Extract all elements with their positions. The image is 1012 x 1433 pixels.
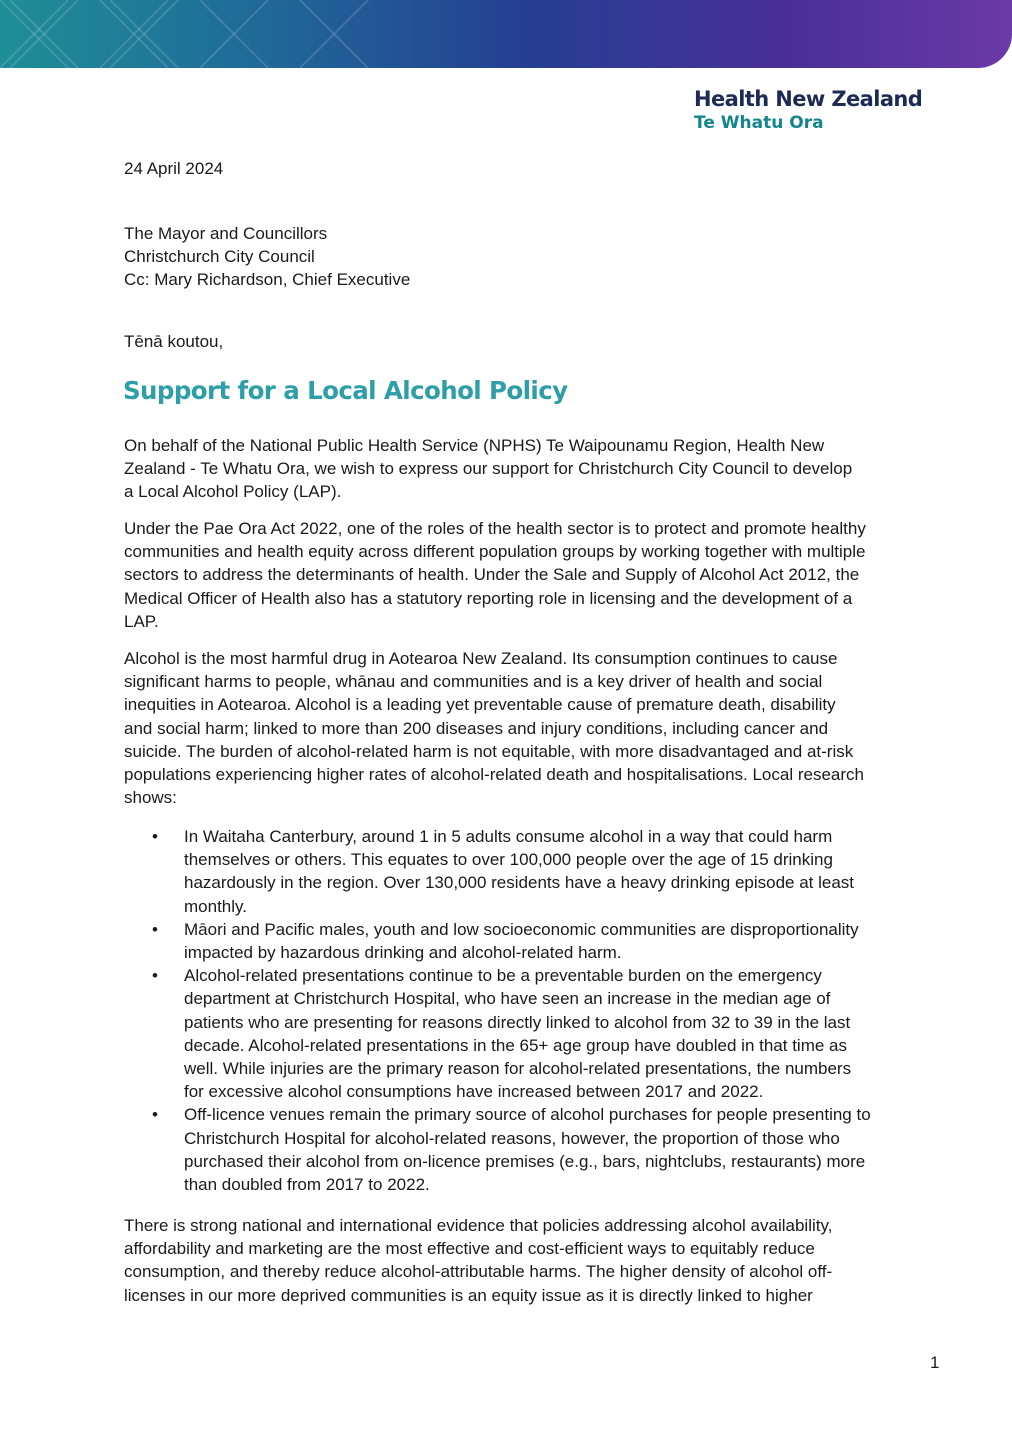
paragraph-line: Under the Pae Ora Act 2022, one of the roles of the health sector is to protect and promote healthy — [124, 519, 866, 538]
letter-title: Support for a Local Alcohol Policy — [123, 376, 568, 405]
list-item-line: hazardously in the region. Over 130,000 residents have a heavy drinking episode at least — [184, 873, 855, 893]
paragraph-line: suicide. The burden of alcohol-related harm is not equitable, with more disadvantaged and at-risk — [124, 741, 854, 761]
list-item-line: Alcohol-related presentations continue to be a preventable burden on the emergency — [184, 966, 822, 986]
paragraph-line: inequities in Aotearoa. Alcohol is a leading yet preventable cause of premature death, disability — [124, 695, 836, 715]
list-item-line: purchased their alcohol from on-licence premises (e.g., bars, nightclubs, restaurants) more — [184, 1151, 866, 1171]
paragraph-line: There is strong national and international evidence that policies addressing alcohol availability, — [124, 1216, 833, 1235]
list-item-line: patients who are presenting for reasons directly linked to alcohol from 32 to 39 in the last — [184, 1012, 851, 1032]
recipient-line: Cc: Mary Richardson, Chief Executive — [124, 270, 411, 290]
health-nz-logo — [694, 86, 954, 134]
bullet-icon: • — [152, 919, 158, 939]
paragraph-line: shows: — [124, 788, 177, 808]
logo-maori-name: Te Whatu Ora — [694, 113, 824, 133]
list-item — [124, 825, 944, 918]
paragraph-line: affordability and marketing are the most effective and cost-efficient ways to equitably reduce — [124, 1239, 815, 1259]
paragraph-line: Alcohol is the most harmful drug in Aotearoa New Zealand. Its consumption continues to cause — [124, 649, 838, 668]
list-item — [124, 918, 944, 964]
header-banner — [0, 0, 1012, 68]
recipient-line: Christchurch City Council — [124, 247, 315, 267]
list-item-line: themselves or others. This equates to over 100,000 people over the age of 15 drinking — [184, 850, 833, 870]
list-item-line: In Waitaha Canterbury, around 1 in 5 adults consume alcohol in a way that could harm — [184, 827, 833, 846]
paragraph-1 — [124, 434, 944, 504]
paragraph-3 — [124, 647, 944, 809]
list-item-line: monthly. — [184, 896, 247, 916]
page-number: 1 — [930, 1353, 940, 1372]
paragraph-line: and social harm; linked to more than 200 diseases and injury conditions, including cancer and — [124, 718, 829, 738]
list-item-line: Christchurch Hospital for alcohol-related reasons, however, the proportion of those who — [184, 1128, 840, 1148]
bullet-icon: • — [152, 827, 158, 846]
list-item-line: than doubled from 2017 to 2022. — [184, 1175, 430, 1195]
list-item-line: Māori and Pacific males, youth and low socioeconomic communities are disproportionality — [184, 919, 859, 939]
research-findings-list — [124, 825, 944, 1196]
paragraph-line: communities and health equity across different population groups by working together with multiple — [124, 542, 866, 562]
list-item — [124, 1103, 944, 1196]
bullet-icon: • — [152, 966, 158, 986]
list-item-line: well. While injuries are the primary reason for alcohol-related presentations, the numbers — [184, 1059, 852, 1079]
paragraph-line: LAP. — [124, 611, 159, 631]
paragraph-4 — [124, 1214, 944, 1307]
paragraph-line: Zealand - Te Whatu Ora, we wish to express our support for Christchurch City Council to develop — [124, 459, 853, 479]
paragraph-2 — [124, 517, 944, 633]
letter-date: 24 April 2024 — [124, 159, 224, 178]
paragraph-line: Medical Officer of Health also has a statutory reporting role in licensing and the development of a — [124, 588, 853, 608]
recipient-line: The Mayor and Councillors — [124, 224, 328, 243]
greeting: Tēnā koutou, — [124, 332, 224, 351]
paragraph-line: a Local Alcohol Policy (LAP). — [124, 482, 342, 502]
paragraph-line: populations experiencing higher rates of alcohol-related death and hospitalisations. Local research — [124, 765, 864, 785]
list-item — [124, 964, 944, 1103]
recipient-block — [124, 222, 944, 292]
koru-pattern-decoration — [0, 0, 1012, 68]
list-item-line: department at Christchurch Hospital, who have seen an increase in the median age of — [184, 989, 831, 1009]
paragraph-line: sectors to address the determinants of health. Under the Sale and Supply of Alcohol Act 2012, the — [124, 565, 860, 585]
list-item-line: decade. Alcohol-related presentations in the 65+ age group have doubled in that time as — [184, 1035, 847, 1055]
list-item-line: Off-licence venues remain the primary source of alcohol purchases for people presenting to — [184, 1105, 871, 1125]
list-item-line: for excessive alcohol consumptions have increased between 2017 and 2022. — [184, 1082, 764, 1102]
paragraph-line: significant harms to people, whānau and communities and is a key driver of health and social — [124, 672, 823, 692]
paragraph-line: consumption, and thereby reduce alcohol-attributable harms. The higher density of alcohol off- — [124, 1262, 833, 1282]
paragraph-line: licenses in our more deprived communities is an equity issue as it is directly linked to higher — [124, 1285, 813, 1305]
logo-name: Health New Zealand — [694, 87, 923, 111]
paragraph-line: On behalf of the National Public Health Service (NPHS) Te Waipounamu Region, Health New — [124, 436, 825, 455]
bullet-icon: • — [152, 1105, 158, 1125]
list-item-line: impacted by hazardous drinking and alcohol-related harm. — [184, 943, 622, 963]
